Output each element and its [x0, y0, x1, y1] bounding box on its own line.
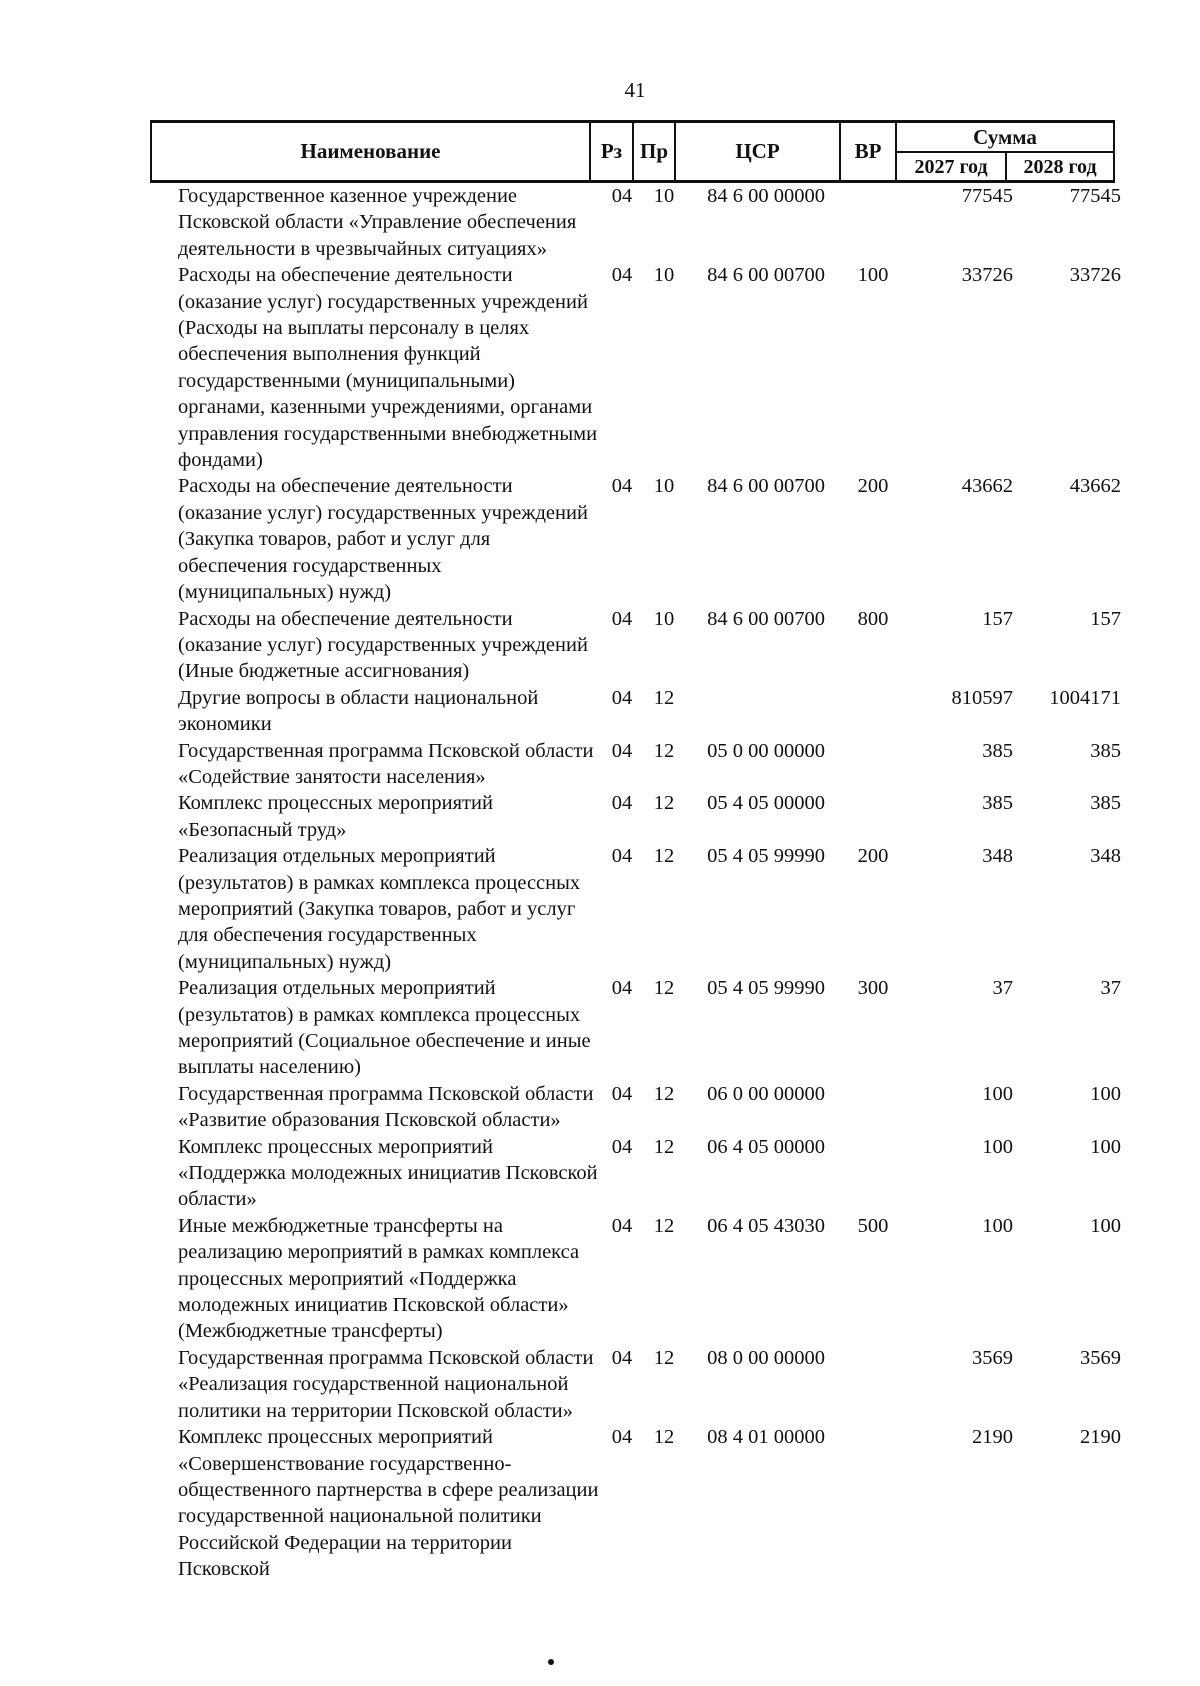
row-rz: 04 — [611, 686, 633, 709]
header-sum: Сумма — [897, 123, 1113, 153]
table-row — [178, 685, 1121, 738]
row-pr: 10 — [653, 264, 675, 287]
row-rz: 04 — [611, 977, 633, 1000]
row-pr: 12 — [653, 845, 675, 868]
row-pr: 12 — [653, 1135, 675, 1158]
row-name: Расходы на обеспечение деятельности (оказание услуг) государственных учреждений (Расходы на выплаты персоналу в целях обеспечения выполнения функций государственными (муниципальными) органами, казенными учреждениями, органами управления государственными внебюджетными фондами) — [178, 264, 598, 472]
header-pr: Пр — [634, 123, 676, 180]
row-sum-2027: 77545 — [961, 185, 1013, 207]
row-sum-2027: 385 — [982, 792, 1013, 815]
table-row — [178, 738, 1121, 791]
row-name: Реализация отдельных мероприятий (результатов) в рамках комплекса процессных мероприятий (Закупка товаров, работ и услуг для обеспечения государственных (муниципальных) нужд) — [178, 845, 581, 973]
row-csr: 06 4 05 43030 — [707, 1214, 825, 1237]
table-row — [178, 790, 1121, 843]
header-year-2027: 2027 год — [897, 153, 1007, 181]
row-vr — [847, 1134, 899, 1213]
row-vr — [847, 790, 899, 843]
row-pr: 12 — [653, 792, 675, 815]
row-rz: 04 — [611, 1082, 633, 1105]
row-vr — [847, 183, 899, 262]
row-rz: 04 — [611, 475, 633, 498]
page-number: 41 — [624, 78, 646, 102]
row-pr: 12 — [653, 739, 675, 762]
row-sum-2027: 37 — [992, 977, 1013, 1000]
row-sum-2028: 348 — [1090, 845, 1121, 868]
row-name: Комплекс процессных мероприятий «Совершенствование государственно-общественного партнерства в сфере реализации государственной национальной политики Российской Федерации на территории Псковской — [178, 1426, 599, 1581]
row-csr: 84 6 00 00000 — [707, 185, 825, 207]
table-row — [178, 1134, 1121, 1213]
row-pr: 12 — [653, 1426, 675, 1449]
table-header — [150, 120, 1115, 183]
page-dot — [548, 1659, 554, 1665]
table-row — [178, 183, 1121, 262]
row-sum-2028: 2190 — [1080, 1426, 1121, 1449]
row-name: Государственная программа Псковской области «Реализация государственной национальной политики на территории Псковской области» — [178, 1346, 594, 1422]
row-csr — [685, 685, 847, 738]
row-pr: 12 — [653, 686, 675, 709]
row-rz: 04 — [611, 1426, 633, 1449]
row-csr: 05 4 05 99990 — [707, 977, 825, 1000]
row-sum-2027: 2190 — [972, 1426, 1013, 1449]
row-rz: 04 — [611, 1346, 633, 1369]
table-row — [178, 975, 1121, 1081]
row-rz: 04 — [611, 185, 633, 207]
table-row — [178, 1081, 1121, 1134]
row-sum-2027: 33726 — [961, 264, 1013, 287]
row-vr — [847, 1081, 899, 1134]
row-vr — [847, 1345, 899, 1424]
row-sum-2028: 77545 — [1069, 185, 1121, 207]
row-sum-2028: 157 — [1090, 607, 1121, 630]
header-year-2028: 2028 год — [1023, 155, 1097, 178]
row-name: Иные межбюджетные трансферты на реализацию мероприятий в рамках комплекса процессных мероприятий «Поддержка молодежных инициатив Псковской области» (Межбюджетные трансферты) — [178, 1214, 580, 1343]
row-rz: 04 — [611, 792, 633, 815]
row-csr: 84 6 00 00700 — [707, 264, 825, 287]
row-rz: 04 — [611, 1214, 633, 1237]
row-sum-2028: 37 — [1100, 977, 1121, 1000]
row-name: Государственное казенное учреждение Псковской области «Управление обеспечения деятельности в чрезвычайных ситуациях» — [178, 185, 577, 260]
row-vr: 500 — [857, 1214, 889, 1237]
row-sum-2028: 385 — [1090, 739, 1121, 762]
row-sum-2027: 348 — [982, 845, 1013, 868]
row-name: Другие вопросы в области национальной экономики — [178, 686, 539, 736]
row-sum-2028: 100 — [1090, 1135, 1121, 1158]
row-csr: 08 0 00 00000 — [707, 1346, 825, 1369]
row-csr: 05 0 00 00000 — [707, 739, 825, 762]
row-vr: 300 — [857, 977, 889, 1000]
table-row — [178, 1424, 1121, 1582]
row-sum-2027: 100 — [982, 1082, 1013, 1105]
row-csr: 08 4 01 00000 — [707, 1426, 825, 1449]
row-name: Комплекс процессных мероприятий «Безопасный труд» — [178, 792, 493, 841]
row-sum-2027: 43662 — [961, 475, 1013, 498]
row-rz: 04 — [611, 739, 633, 762]
row-pr: 10 — [653, 185, 675, 207]
row-name: Комплекс процессных мероприятий «Поддержка молодежных инициатив Псковской области» — [178, 1135, 598, 1211]
row-pr: 12 — [653, 1214, 675, 1237]
row-sum-2028: 385 — [1090, 792, 1121, 815]
table-row — [178, 606, 1121, 685]
row-sum-2028: 43662 — [1069, 475, 1121, 498]
row-rz: 04 — [611, 845, 633, 868]
row-name: Реализация отдельных мероприятий (результатов) в рамках комплекса процессных мероприятий (Социальное обеспечение и иные выплаты населению) — [178, 977, 591, 1079]
row-pr: 10 — [653, 607, 675, 630]
header-vr: ВР — [841, 123, 897, 180]
row-name: Расходы на обеспечение деятельности (оказание услуг) государственных учреждений (Закупка товаров, работ и услуг для обеспечения государственных (муниципальных) нужд) — [178, 475, 588, 604]
row-vr: 200 — [857, 475, 889, 498]
row-rz: 04 — [611, 1135, 633, 1158]
row-vr: 200 — [857, 845, 889, 868]
table-row — [178, 1345, 1121, 1424]
row-sum-2028: 100 — [1090, 1214, 1121, 1237]
table-row — [178, 1213, 1121, 1345]
table-row — [178, 473, 1121, 605]
row-pr: 12 — [653, 1082, 675, 1105]
row-sum-2027: 100 — [982, 1214, 1013, 1237]
row-sum-2027: 157 — [982, 607, 1013, 630]
row-pr: 12 — [653, 977, 675, 1000]
row-vr — [847, 738, 899, 791]
row-sum-2028: 33726 — [1069, 264, 1121, 287]
row-sum-2028: 3569 — [1080, 1346, 1121, 1369]
row-vr: 100 — [857, 264, 889, 287]
row-csr: 84 6 00 00700 — [707, 607, 825, 630]
row-csr: 06 0 00 00000 — [707, 1082, 825, 1105]
header-name: Наименование — [152, 123, 591, 180]
row-sum-2028: 1004171 — [1049, 686, 1121, 709]
header-sum-group — [897, 123, 1113, 180]
row-rz: 04 — [611, 607, 633, 630]
row-rz: 04 — [611, 264, 633, 287]
table-row — [178, 843, 1121, 975]
row-csr: 84 6 00 00700 — [707, 475, 825, 498]
row-sum-2027: 100 — [982, 1135, 1013, 1158]
header-rz: Рз — [591, 123, 634, 180]
row-sum-2027: 385 — [982, 739, 1013, 762]
row-csr: 06 4 05 00000 — [707, 1135, 825, 1158]
row-csr: 05 4 05 99990 — [707, 845, 825, 868]
row-name: Государственная программа Псковской области «Содействие занятости населения» — [178, 739, 594, 788]
row-vr — [847, 685, 899, 738]
row-csr: 05 4 05 00000 — [707, 792, 825, 815]
row-vr: 800 — [857, 607, 889, 630]
table-body — [178, 183, 1121, 1583]
header-csr: ЦСР — [676, 123, 841, 180]
row-pr: 12 — [653, 1346, 675, 1369]
row-sum-2027: 3569 — [972, 1346, 1013, 1369]
row-sum-2028: 100 — [1090, 1082, 1121, 1105]
row-name: Расходы на обеспечение деятельности (оказание услуг) государственных учреждений (Иные бюджетные ассигнования) — [178, 607, 588, 683]
table-row — [178, 262, 1121, 473]
row-vr — [847, 1424, 899, 1582]
row-name: Государственная программа Псковской области «Развитие образования Псковской области» — [178, 1082, 594, 1132]
row-sum-2027: 810597 — [951, 686, 1013, 709]
row-pr: 10 — [653, 475, 675, 498]
